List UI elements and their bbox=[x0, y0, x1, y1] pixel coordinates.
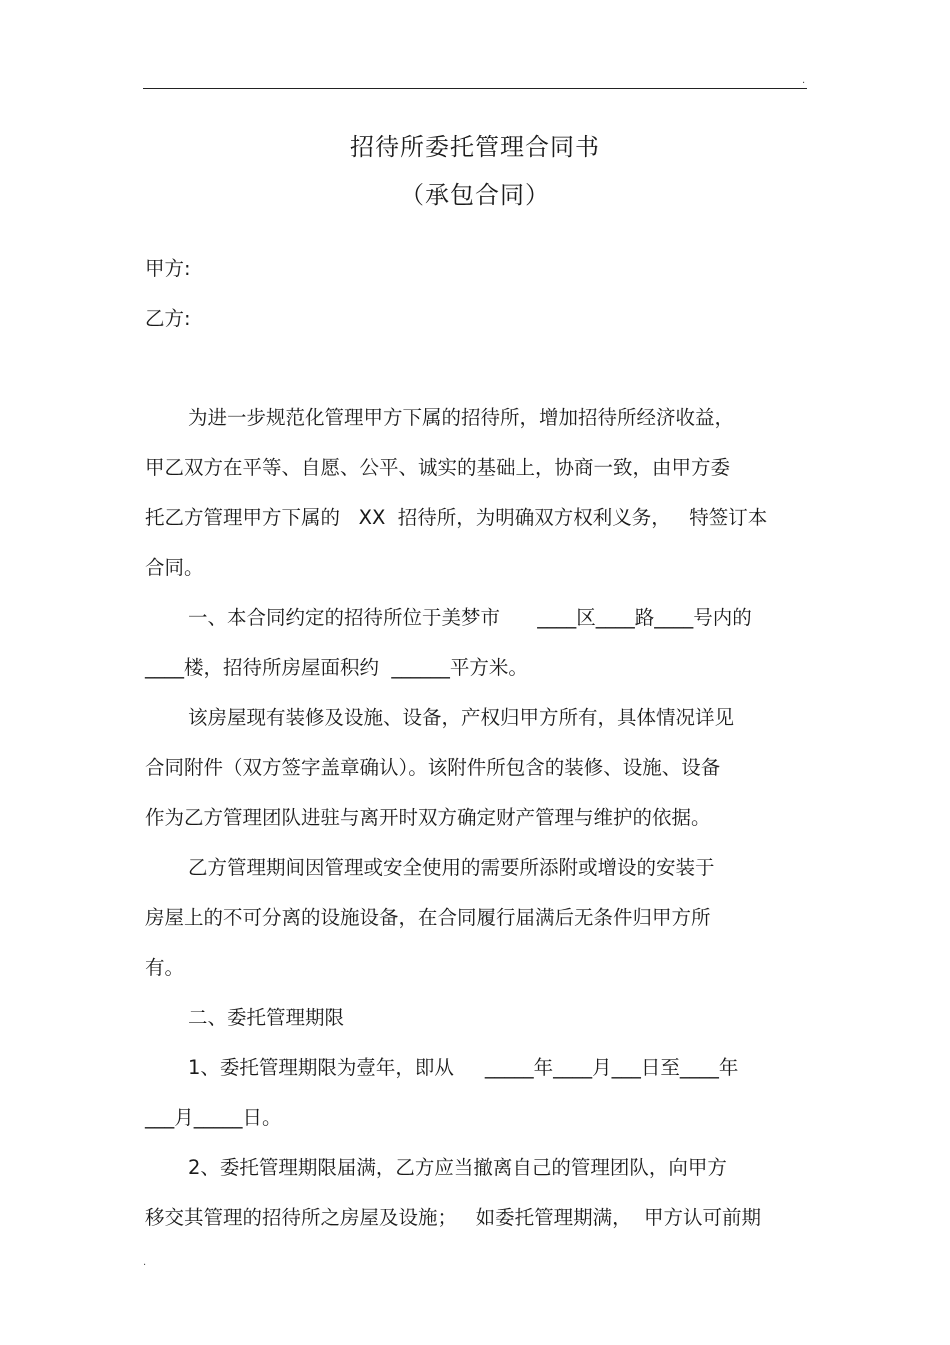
body-line: 合同附件（双方签字盖章确认）。该附件所包含的装修、设施、设备 bbox=[145, 756, 721, 779]
body-line: 该房屋现有装修及设施、设备，产权归甲方所有，具体情况详见 bbox=[188, 706, 735, 729]
body-line: 合同。 bbox=[145, 556, 204, 579]
body-line: 乙方管理期间因管理或安全使用的需要所添附或增设的安装于 bbox=[188, 856, 715, 879]
document-title: 招待所委托管理合同书 bbox=[350, 133, 600, 161]
header-mark: . bbox=[802, 75, 806, 86]
body-line: 有。 bbox=[145, 956, 185, 979]
document-subtitle: （承包合同） bbox=[400, 181, 550, 209]
clause-expiry-line: 2、委托管理期限届满，乙方应当撤离自己的管理团队，向甲方 bbox=[188, 1156, 727, 1179]
body-line: 甲乙双方在平等、自愿、公平、诚实的基础上，协商一致，由甲方委 bbox=[145, 456, 731, 479]
body-line: 为进一步规范化管理甲方下属的招待所，增加招待所经济收益， bbox=[188, 406, 735, 429]
header-rule bbox=[143, 88, 807, 89]
party-b-label: 乙方: bbox=[145, 307, 191, 330]
body-line: 托乙方管理甲方下属的 XX 招待所，为明确双方权利义务， 特签订本 bbox=[145, 506, 768, 529]
clause-expiry-line: 移交其管理的招待所之房屋及设施； 如委托管理期满， 甲方认可前期 bbox=[145, 1206, 761, 1229]
body-line: 作为乙方管理团队进驻与离开时双方确定财产管理与维护的依据。 bbox=[145, 806, 711, 829]
clause-1-line: ____楼，招待所房屋面积约 ______平方米。 bbox=[145, 656, 528, 679]
clause-term-line: ___月_____日。 bbox=[145, 1106, 282, 1129]
clause-term-line: 1、委托管理期限为壹年，即从 _____年____月___日至____年 bbox=[188, 1056, 739, 1079]
section-heading: 二、委托管理期限 bbox=[188, 1006, 345, 1029]
party-a-label: 甲方: bbox=[145, 257, 191, 280]
clause-1-line: 一、本合同约定的招待所位于美梦市 ____区____路____号内的 bbox=[188, 606, 752, 629]
footer-mark: . bbox=[143, 1257, 147, 1268]
body-line: 房屋上的不可分离的设施设备，在合同履行届满后无条件归甲方所 bbox=[145, 906, 711, 929]
